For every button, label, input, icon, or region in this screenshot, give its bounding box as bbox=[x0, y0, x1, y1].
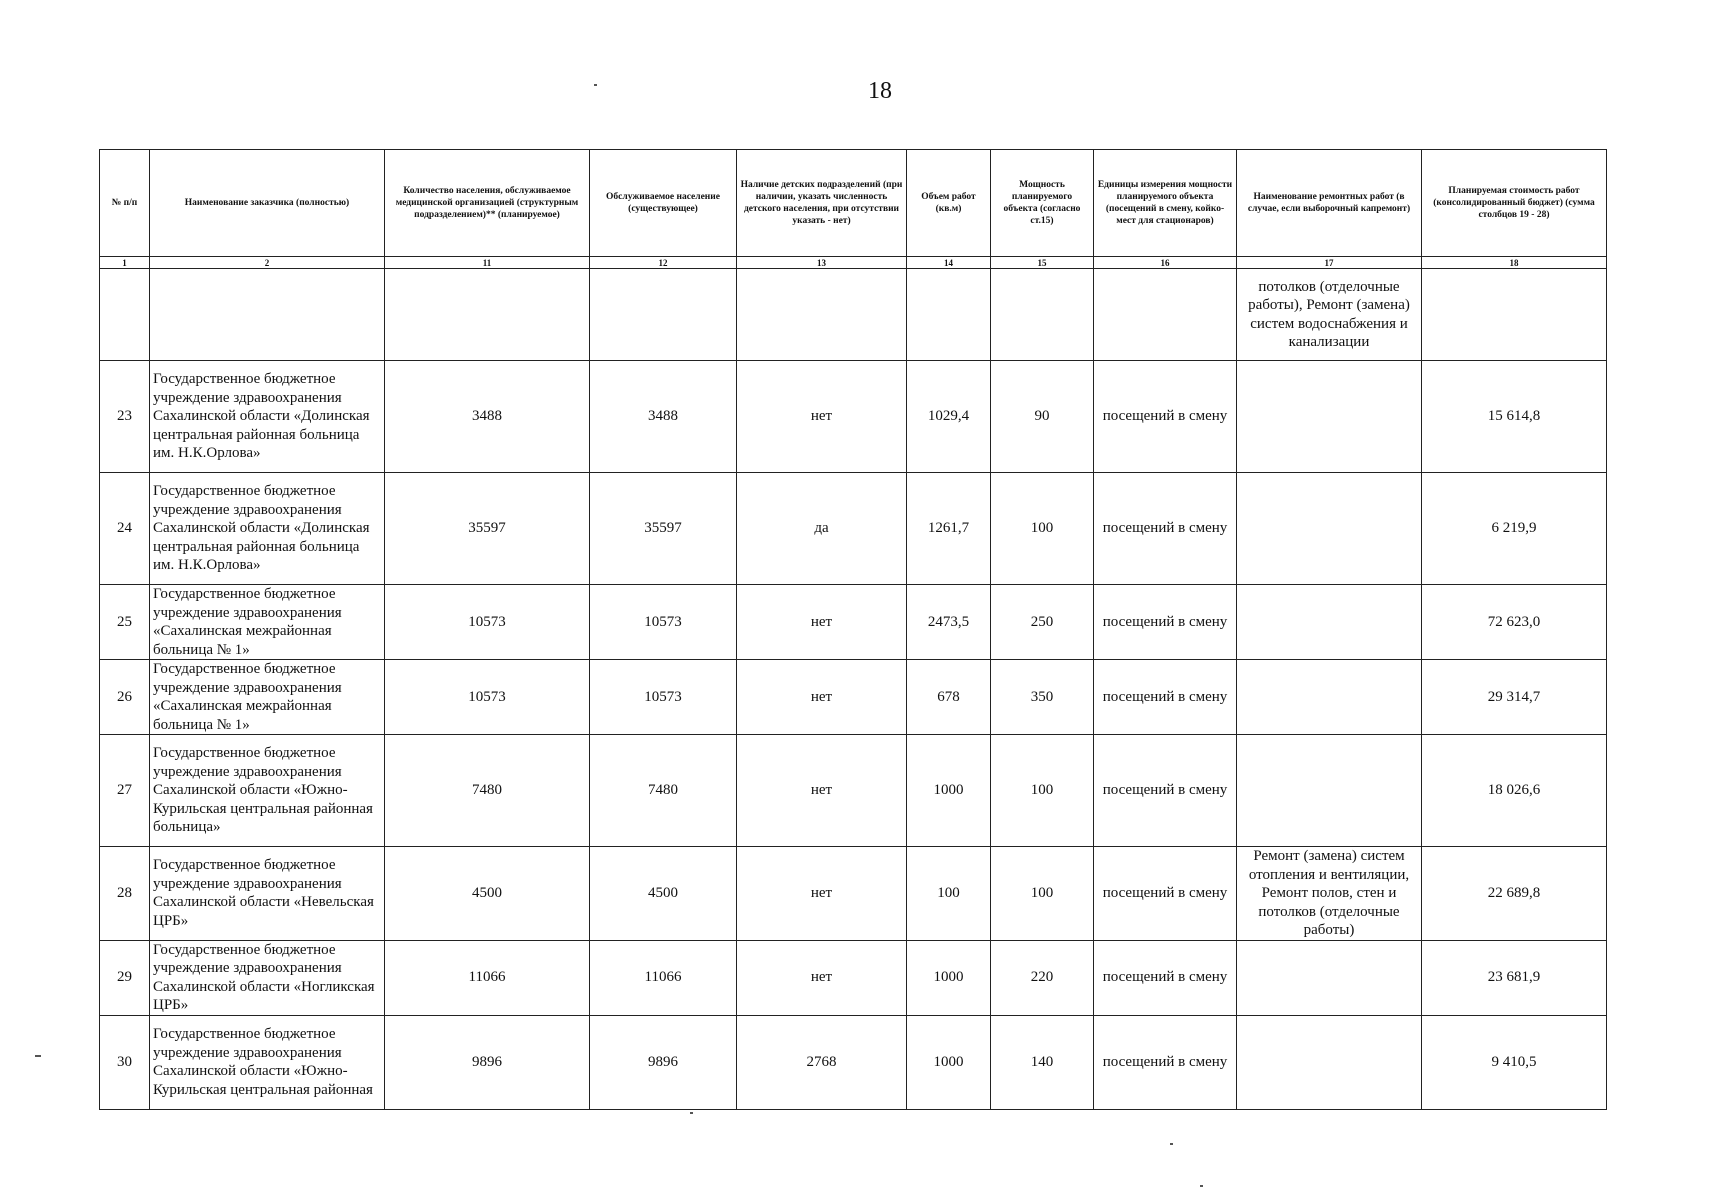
pop-planned: 10573 bbox=[385, 660, 590, 735]
table-row bbox=[100, 361, 1607, 473]
capacity-unit: посещений в смену bbox=[1094, 1015, 1237, 1109]
work-area: 100 bbox=[907, 847, 991, 941]
table-row bbox=[100, 660, 1607, 735]
customer-name: Государственное бюджетное учреждение здравоохранения Сахалинской области «Долинская центральная районная больница им. Н.К.Орлова» bbox=[150, 473, 385, 585]
row-num: 24 bbox=[100, 473, 150, 585]
pop-planned: 3488 bbox=[385, 361, 590, 473]
header-area: Объем работ (кв.м) bbox=[907, 150, 991, 257]
continuation-row bbox=[100, 269, 1607, 361]
capacity: 100 bbox=[991, 735, 1094, 847]
customer-name: Государственное бюджетное учреждение здравоохранения «Сахалинская межрайонная больница № 1» bbox=[150, 585, 385, 660]
work-area: 1000 bbox=[907, 1015, 991, 1109]
row-num: 26 bbox=[100, 660, 150, 735]
column-number-row bbox=[100, 257, 1607, 269]
capacity: 100 bbox=[991, 473, 1094, 585]
row-num: 28 bbox=[100, 847, 150, 941]
customer-name: Государственное бюджетное учреждение здравоохранения «Сахалинская межрайонная больница № 1» bbox=[150, 660, 385, 735]
repair-works bbox=[1237, 361, 1422, 473]
children-units: 2768 bbox=[737, 1015, 907, 1109]
capacity: 220 bbox=[991, 940, 1094, 1015]
table-row bbox=[100, 473, 1607, 585]
planned-cost: 6 219,9 bbox=[1422, 473, 1607, 585]
header-pop-planned: Количество населения, обслуживаемое медицинской организацией (структурным подразделением)** (планируемое) bbox=[385, 150, 590, 257]
customer-name: Государственное бюджетное учреждение здравоохранения Сахалинской области «Долинская центральная районная больница им. Н.К.Орлова» bbox=[150, 361, 385, 473]
header-cost: Планируемая стоимость работ (консолидированный бюджет) (сумма столбцов 19 - 28) bbox=[1422, 150, 1607, 257]
capacity: 100 bbox=[991, 847, 1094, 941]
planned-cost: 23 681,9 bbox=[1422, 940, 1607, 1015]
header-pop-existing: Обслуживаемое население (существующее) bbox=[590, 150, 737, 257]
header-num: № п/п bbox=[100, 150, 150, 257]
work-area: 1000 bbox=[907, 735, 991, 847]
table-row bbox=[100, 847, 1607, 941]
children-units: нет bbox=[737, 585, 907, 660]
scan-speck bbox=[594, 84, 597, 86]
capacity: 90 bbox=[991, 361, 1094, 473]
capacity-unit: посещений в смену bbox=[1094, 361, 1237, 473]
planned-cost: 72 623,0 bbox=[1422, 585, 1607, 660]
scan-speck bbox=[1200, 1185, 1203, 1187]
header-row bbox=[100, 150, 1607, 257]
colnum: 12 bbox=[590, 257, 737, 269]
capacity-unit: посещений в смену bbox=[1094, 735, 1237, 847]
repair-works bbox=[1237, 585, 1422, 660]
row-num: 30 bbox=[100, 1015, 150, 1109]
capacity-unit: посещений в смену bbox=[1094, 473, 1237, 585]
table-row bbox=[100, 940, 1607, 1015]
children-units: нет bbox=[737, 847, 907, 941]
pop-existing: 35597 bbox=[590, 473, 737, 585]
header-capacity: Мощность планируемого объекта (согласно ст.15) bbox=[991, 150, 1094, 257]
work-area: 1029,4 bbox=[907, 361, 991, 473]
planned-cost: 9 410,5 bbox=[1422, 1015, 1607, 1109]
pop-existing: 3488 bbox=[590, 361, 737, 473]
repair-works: Ремонт (замена) систем отопления и вентиляции, Ремонт полов, стен и потолков (отделочные работы) bbox=[1237, 847, 1422, 941]
pop-planned: 10573 bbox=[385, 585, 590, 660]
pop-planned: 4500 bbox=[385, 847, 590, 941]
pop-existing: 11066 bbox=[590, 940, 737, 1015]
customer-name: Государственное бюджетное учреждение здравоохранения Сахалинской области «Ногликская ЦРБ» bbox=[150, 940, 385, 1015]
pop-planned: 11066 bbox=[385, 940, 590, 1015]
table-row bbox=[100, 1015, 1607, 1109]
repair-works bbox=[1237, 940, 1422, 1015]
repair-works bbox=[1237, 473, 1422, 585]
pop-planned: 35597 bbox=[385, 473, 590, 585]
repair-works bbox=[1237, 735, 1422, 847]
continuation-repair: потолков (отделочные работы), Ремонт (замена) систем водоснабжения и канализации bbox=[1237, 269, 1422, 361]
work-area: 2473,5 bbox=[907, 585, 991, 660]
planned-cost: 18 026,6 bbox=[1422, 735, 1607, 847]
children-units: нет bbox=[737, 735, 907, 847]
header-unit: Единицы измерения мощности планируемого объекта (посещений в смену, койко-мест для стационаров) bbox=[1094, 150, 1237, 257]
scan-speck bbox=[35, 1055, 41, 1057]
row-num: 29 bbox=[100, 940, 150, 1015]
children-units: нет bbox=[737, 361, 907, 473]
page-number: 18 bbox=[868, 78, 892, 104]
capacity-unit: посещений в смену bbox=[1094, 940, 1237, 1015]
colnum: 16 bbox=[1094, 257, 1237, 269]
children-units: нет bbox=[737, 940, 907, 1015]
repair-works bbox=[1237, 1015, 1422, 1109]
planned-cost: 29 314,7 bbox=[1422, 660, 1607, 735]
capacity-unit: посещений в смену bbox=[1094, 660, 1237, 735]
work-area: 1000 bbox=[907, 940, 991, 1015]
capacity: 250 bbox=[991, 585, 1094, 660]
colnum: 15 bbox=[991, 257, 1094, 269]
table-row bbox=[100, 585, 1607, 660]
scan-speck bbox=[690, 1112, 693, 1114]
pop-existing: 10573 bbox=[590, 660, 737, 735]
work-area: 678 bbox=[907, 660, 991, 735]
capacity: 140 bbox=[991, 1015, 1094, 1109]
colnum: 14 bbox=[907, 257, 991, 269]
customer-name: Государственное бюджетное учреждение здравоохранения Сахалинской области «Южно-Курильская центральная районная больница» bbox=[150, 735, 385, 847]
pop-existing: 9896 bbox=[590, 1015, 737, 1109]
pop-existing: 7480 bbox=[590, 735, 737, 847]
customer-name: Государственное бюджетное учреждение здравоохранения Сахалинской области «Южно-Курильская центральная районная bbox=[150, 1015, 385, 1109]
pop-existing: 10573 bbox=[590, 585, 737, 660]
pop-existing: 4500 bbox=[590, 847, 737, 941]
colnum: 1 bbox=[100, 257, 150, 269]
repair-works bbox=[1237, 660, 1422, 735]
planned-cost: 22 689,8 bbox=[1422, 847, 1607, 941]
planned-cost: 15 614,8 bbox=[1422, 361, 1607, 473]
row-num: 23 bbox=[100, 361, 150, 473]
header-repair: Наименование ремонтных работ (в случае, если выборочный капремонт) bbox=[1237, 150, 1422, 257]
colnum: 11 bbox=[385, 257, 590, 269]
header-customer: Наименование заказчика (полностью) bbox=[150, 150, 385, 257]
row-num: 27 bbox=[100, 735, 150, 847]
pop-planned: 9896 bbox=[385, 1015, 590, 1109]
pop-planned: 7480 bbox=[385, 735, 590, 847]
table-row bbox=[100, 735, 1607, 847]
colnum: 17 bbox=[1237, 257, 1422, 269]
header-children: Наличие детских подразделений (при наличии, указать численность детского населения, при отсутствии указать - нет) bbox=[737, 150, 907, 257]
colnum: 2 bbox=[150, 257, 385, 269]
colnum: 18 bbox=[1422, 257, 1607, 269]
children-units: да bbox=[737, 473, 907, 585]
row-num: 25 bbox=[100, 585, 150, 660]
customer-name: Государственное бюджетное учреждение здравоохранения Сахалинской области «Невельская ЦРБ» bbox=[150, 847, 385, 941]
capacity-unit: посещений в смену bbox=[1094, 585, 1237, 660]
work-area: 1261,7 bbox=[907, 473, 991, 585]
colnum: 13 bbox=[737, 257, 907, 269]
capacity: 350 bbox=[991, 660, 1094, 735]
capacity-unit: посещений в смену bbox=[1094, 847, 1237, 941]
capital-repair-table bbox=[99, 149, 1607, 1110]
scan-speck bbox=[1170, 1143, 1173, 1145]
children-units: нет bbox=[737, 660, 907, 735]
